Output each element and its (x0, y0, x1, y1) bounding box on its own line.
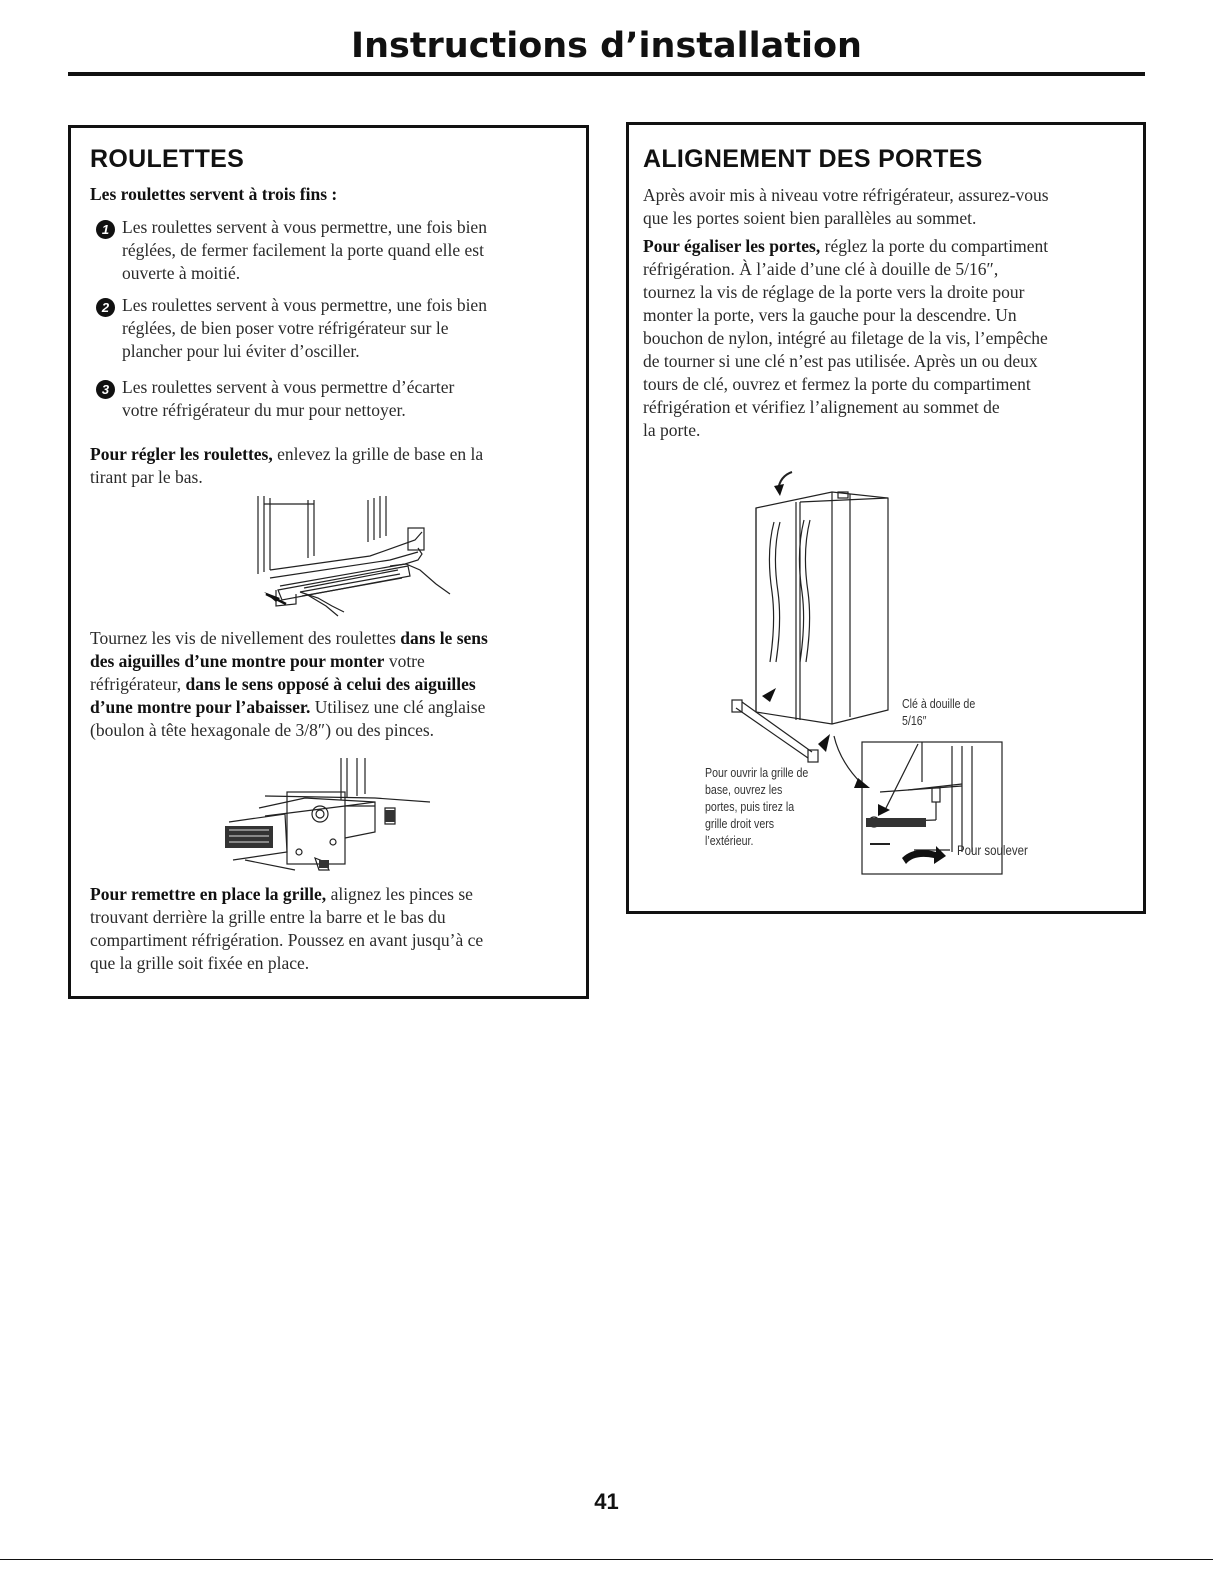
roulettes-item-2-line-2: réglées, de bien poser votre réfrigérateur sur le (122, 318, 449, 338)
bottom-rule (0, 1559, 1213, 1560)
turn-screws-line-1 (90, 627, 488, 651)
replace-grille-line-3: compartiment réfrigération. Poussez en avant jusqu’à ce (90, 930, 484, 950)
turn-screws-bold-4: d’une montre pour l’abaisser. (90, 697, 311, 717)
grille-callout-line-3: portes, puis tirez la (705, 800, 795, 814)
roulettes-item-3-line-2: votre réfrigérateur du mur pour nettoyer. (122, 400, 406, 420)
replace-grille-text-1: alignez les pinces se (326, 884, 473, 904)
turn-screws-line-2 (90, 650, 425, 674)
alignement-p2-line-6: de tourner si une clé n’est pas utilisée. Après un ou deux (643, 351, 1038, 371)
turn-screws-line-3 (90, 673, 476, 697)
step-number-3: 3 (96, 380, 115, 399)
turn-screws-text-4: Utilisez une clé anglaise (310, 697, 486, 717)
adjust-casters-line-2: tirant par le bas. (90, 467, 203, 487)
alignement-p2-line-2: réfrigération. À l’aide d’une clé à douille de 5/16″, (643, 259, 999, 279)
turn-screws-line-4 (90, 696, 485, 720)
grille-callout-line-4: grille droit vers (705, 817, 775, 831)
adjust-casters-line-1 (90, 443, 483, 467)
adjust-casters-text: enlevez la grille de base en la (272, 444, 484, 464)
turn-screws-bold-1: dans le sens (400, 628, 488, 648)
roulettes-item-1-line-2: réglées, de fermer facilement la porte quand elle est (122, 240, 484, 260)
leveling-screw-illustration (225, 756, 445, 874)
grille-callout-line-1: Pour ouvrir la grille de (705, 766, 809, 780)
roulettes-intro: Les roulettes servent à trois fins : (90, 184, 338, 204)
alignement-p1-line-2: que les portes soient bien parallèles au sommet. (643, 208, 977, 228)
alignement-p2-line-1 (643, 235, 1048, 259)
alignement-p2-text-1: réglez la porte du compartiment (820, 236, 1049, 256)
turn-screws-text-3: réfrigérateur, (90, 674, 186, 694)
step-number-2: 2 (96, 298, 115, 317)
turn-screws-line-5: (boulon à tête hexagonale de 3/8″) ou des pinces. (90, 720, 435, 740)
replace-grille-line-1 (90, 883, 473, 907)
roulettes-item-2-line-3: plancher pour lui éviter d’osciller. (122, 341, 360, 361)
alignement-p2-line-4: monter la porte, vers la gauche pour la descendre. Un (643, 305, 1017, 325)
turn-screws-bold-3: dans le sens opposé à celui des aiguilles (185, 674, 476, 694)
roulettes-item-3-line-1: Les roulettes servent à vous permettre d’écarter (122, 377, 455, 397)
turn-screws-text-2: votre (384, 651, 425, 671)
title-rule (68, 72, 1145, 76)
roulettes-item-2-line-1: Les roulettes servent à vous permettre, une fois bien (122, 295, 487, 315)
alignement-p2-line-8: réfrigération et vérifiez l’alignement au sommet de (643, 397, 1000, 417)
alignement-heading: ALIGNEMENT DES PORTES (643, 145, 983, 173)
replace-grille-bold: Pour remettre en place la grille, (90, 884, 327, 904)
replace-grille-line-4: que la grille soit fixée en place. (90, 953, 310, 973)
alignement-p2-line-7: tours de clé, ouvrez et fermez la porte du compartiment (643, 374, 1031, 394)
grille-callout-line-5: l’extérieur. (705, 834, 754, 848)
alignement-p1-line-1: Après avoir mis à niveau votre réfrigérateur, assurez-vous (643, 185, 1049, 205)
page-title: Instructions d’installation (351, 26, 862, 66)
turn-screws-bold-2: des aiguilles d’une montre pour monter (90, 651, 385, 671)
turn-screws-text-1: Tournez les vis de nivellement des roulettes (90, 628, 401, 648)
adjust-casters-bold: Pour régler les roulettes, (90, 444, 273, 464)
alignement-p2-line-3: tournez la vis de réglage de la porte vers la droite pour (643, 282, 1025, 302)
alignement-p2-bold: Pour égaliser les portes, (643, 236, 821, 256)
lift-callout: Pour soulever (957, 843, 1028, 858)
step-number-1: 1 (96, 220, 115, 239)
wrench-callout-line-2: 5/16″ (902, 714, 927, 728)
wrench-callout-line-1: Clé à douille de (902, 697, 976, 711)
page-number: 41 (594, 1489, 619, 1514)
roulettes-item-1-line-3: ouverte à moitié. (122, 263, 241, 283)
alignement-p2-line-9: la porte. (643, 420, 701, 440)
replace-grille-line-2: trouvant derrière la grille entre la barre et le bas du (90, 907, 446, 927)
grille-callout-line-2: base, ouvrez les (705, 783, 783, 797)
roulettes-item-1-line-1: Les roulettes servent à vous permettre, une fois bien (122, 217, 487, 237)
grille-removal-illustration (240, 494, 465, 622)
roulettes-heading: ROULETTES (90, 145, 245, 173)
alignement-p2-line-5: bouchon de nylon, intégré au filetage de la vis, l’empêche (643, 328, 1048, 348)
